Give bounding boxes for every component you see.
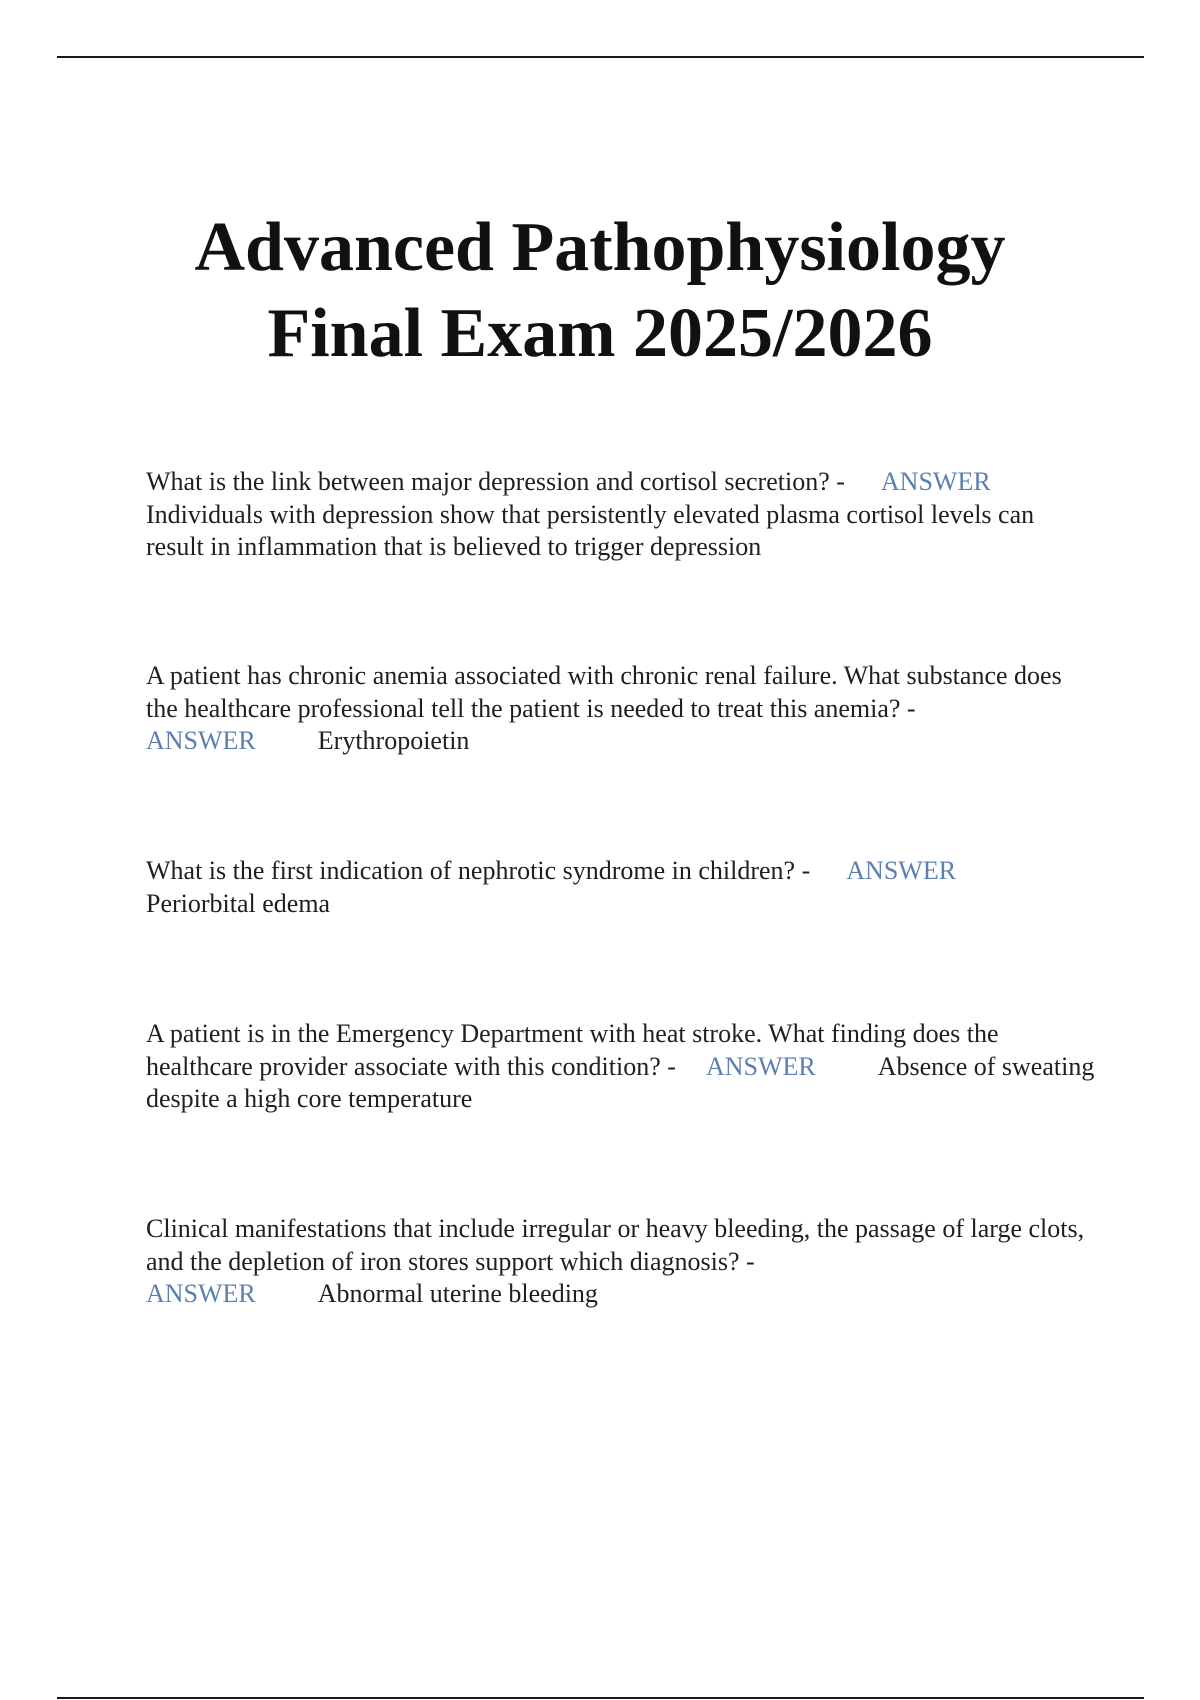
qa-item-5 <box>146 1213 1096 1311</box>
answer-label: ANSWER <box>880 467 991 496</box>
top-rule <box>57 56 1144 58</box>
answer-text: Erythropoietin <box>317 726 470 755</box>
question-text: A patient is in the Emergency Department with heat stroke. What finding does the healthcare provider associate with this condition? - <box>146 1019 999 1081</box>
answer-text: Abnormal uterine bleeding <box>317 1279 598 1308</box>
question-text: What is the link between major depression and cortisol secretion? - <box>146 467 845 496</box>
answer-text: Periorbital edema <box>146 888 331 918</box>
answer-text: Absence of sweating despite a high core temperature <box>146 1051 1095 1113</box>
question-text: Clinical manifestations that include irregular or heavy bleeding, the passage of large clots, and the depletion of iron stores support which diagnosis? - <box>146 1214 1085 1276</box>
title-line-1: Advanced Pathophysiology <box>194 209 1006 286</box>
qa-item-4 <box>146 1018 1096 1116</box>
qa-item-2 <box>146 660 1096 758</box>
question-text: A patient has chronic anemia associated with chronic renal failure. What substance does the healthcare professional tell the patient is needed to treat this anemia? - <box>146 661 1062 723</box>
answer-text: Individuals with depression show that persistently elevated plasma cortisol levels can result in inflammation that is believed to trigger depression <box>146 499 1035 561</box>
document-title <box>100 205 1100 377</box>
bottom-rule <box>57 1697 1144 1699</box>
answer-label: ANSWER <box>705 1051 816 1081</box>
qa-item-3 <box>146 855 1096 920</box>
answer-label: ANSWER <box>146 726 256 755</box>
answer-label: ANSWER <box>846 856 957 885</box>
title-line-2: Final Exam 2025/2026 <box>267 295 933 372</box>
question-text: What is the first indication of nephrotic syndrome in children? - <box>146 856 811 885</box>
answer-label: ANSWER <box>146 1279 256 1308</box>
qa-item-1 <box>146 466 1096 564</box>
